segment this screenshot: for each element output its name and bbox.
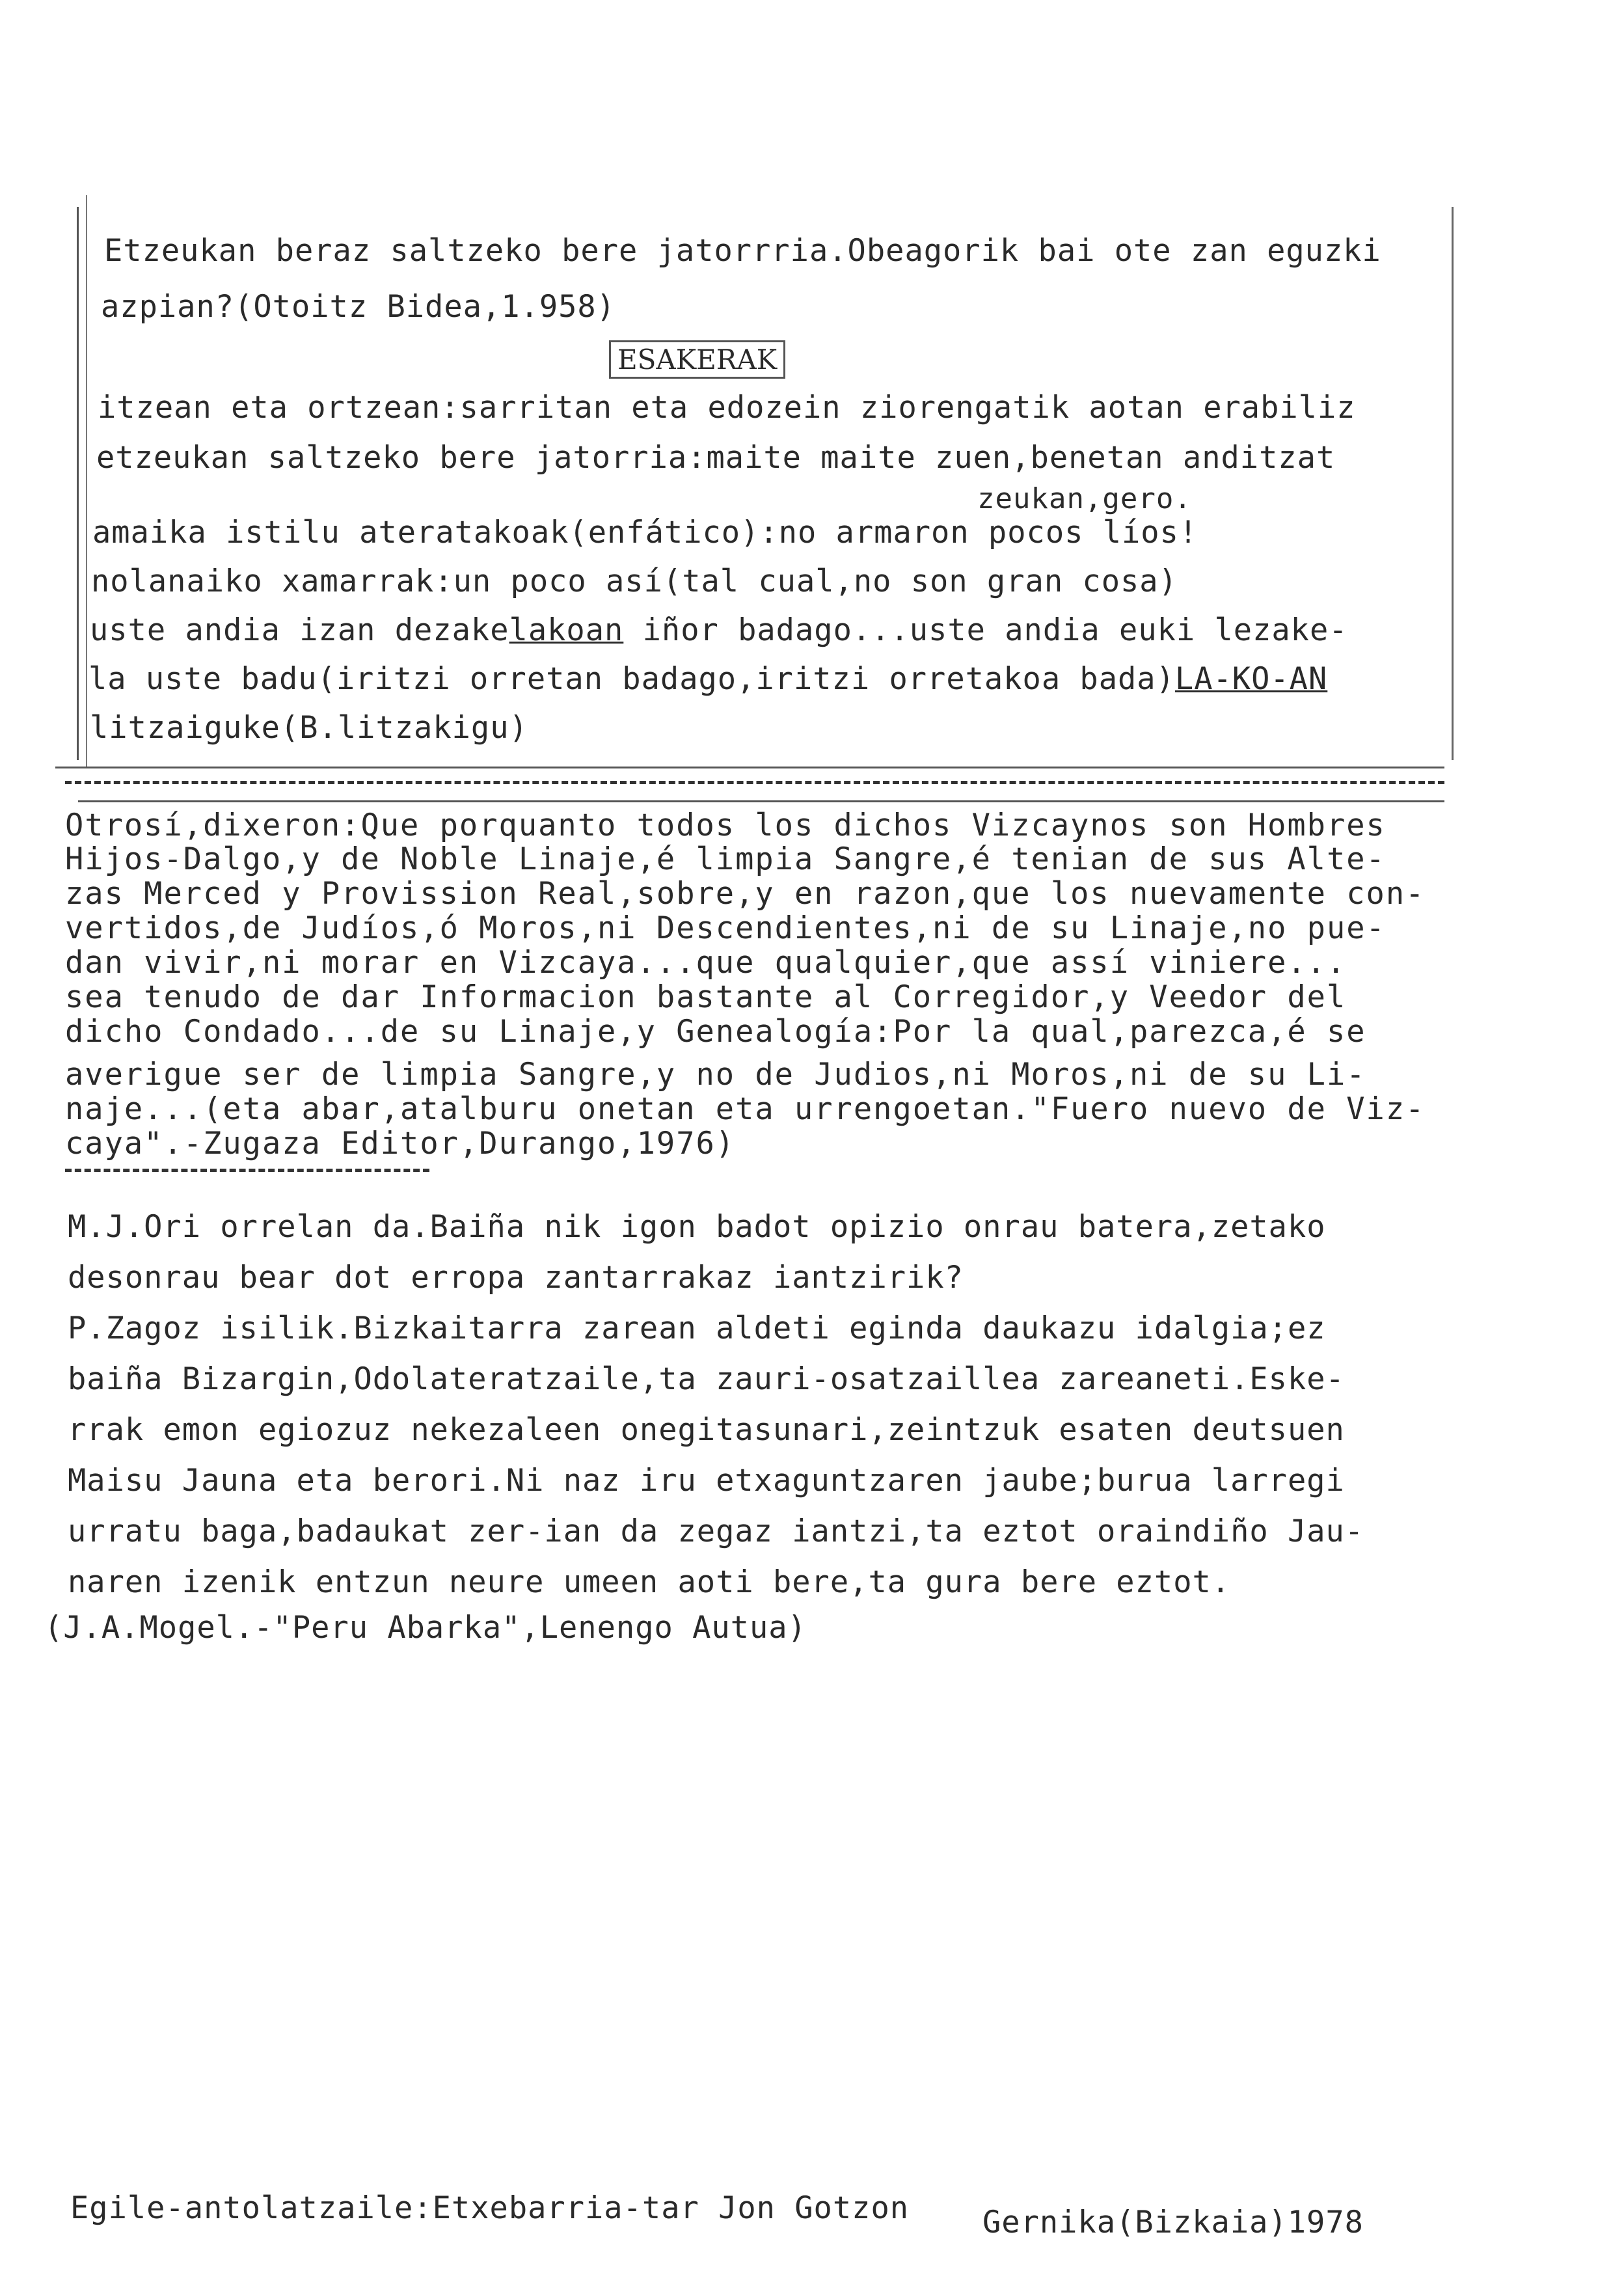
esakerak-heading: ESAKERAK [609, 340, 785, 379]
fuero-line-5: dan vivir,ni morar en Vizcaya...que qualquier,que assí viniere... [65, 945, 1347, 981]
entry-line-6 [90, 612, 1348, 648]
box-line-1: Etzeukan beraz saltzeko bere jatorrria.Obeagorik bai ote zan eguzki [104, 233, 1381, 269]
dashed-separator-bottom [65, 1169, 429, 1172]
entry-line-1: itzean eta ortzean:sarritan eta edozein ziorengatik aotan erabiliz [98, 390, 1356, 426]
entry-text-continued: iñor badago...uste andia euki lezake- [623, 612, 1348, 648]
entry-text: uste andia izan dezake [90, 612, 509, 648]
footer-author: Egile-antolatzaile:Etxebarria-tar Jon Gotzon [70, 2190, 910, 2226]
footer-place-year: Gernika(Bizkaia)1978 [982, 2205, 1364, 2240]
entry-line-7 [88, 661, 1328, 697]
dialogue-line-3: P.Zagoz isilik.Bizkaitarra zarean aldeti eginda daukazu idalgia;ez [68, 1311, 1326, 1346]
underlined-lakoan: lakoan [509, 612, 624, 648]
fuero-line-7: dicho Condado...de su Linaje,y Genealogía:Por la qual,parezca,é se [65, 1014, 1366, 1050]
underlined-la-ko-an: LA-KO-AN [1174, 661, 1328, 697]
dialogue-line-7: urratu baga,badaukat zer-ian da zegaz iantzi,ta eztot oraindiño Jau- [68, 1514, 1364, 1549]
entry-line-2: etzeukan saltzeko bere jatorria:maite maite zuen,benetan anditzat [96, 440, 1336, 476]
fuero-line-6: sea tenudo de dar Informacion bastante al Corregidor,y Veedor del [65, 979, 1347, 1015]
fuero-line-2: Hijos-Dalgo,y de Noble Linaje,é limpia Sangre,é tenian de sus Alte- [65, 841, 1386, 877]
box-line-2: azpian?(Otoitz Bidea,1.958) [101, 289, 616, 325]
fuero-line-9: naje...(eta abar,atalburu onetan eta urrengoetan."Fuero nuevo de Viz- [65, 1091, 1426, 1127]
dashed-separator-top [65, 781, 1444, 784]
separator-rule [78, 800, 1444, 802]
dialogue-line-1: M.J.Ori orrelan da.Baiña nik igon badot opizio onrau batera,zetako [68, 1209, 1326, 1245]
entry-line-4: amaika istilu ateratakoak(enfático):no armaron pocos líos! [92, 515, 1198, 550]
box-bottom-rule [55, 767, 1444, 768]
fuero-line-3: zas Merced y Provission Real,sobre,y en razon,que los nuevamente con- [65, 876, 1426, 912]
entry-text: la uste badu(iritzi orretan badago,iritzi orretakoa bada) [88, 661, 1175, 697]
dialogue-citation: (J.A.Mogel.-"Peru Abarka",Lenengo Autua) [44, 1610, 807, 1646]
dialogue-line-4: baiña Bizargin,Odolateratzaile,ta zauri-osatzaillea zareaneti.Eske- [68, 1361, 1345, 1397]
dialogue-line-6: Maisu Jauna eta berori.Ni naz iru etxaguntzaren jaube;burua larregi [68, 1463, 1345, 1499]
entry-line-5: nolanaiko xamarrak:un poco así(tal cual,no son gran cosa) [91, 564, 1178, 599]
entry-line-8: litzaiguke(B.litzakigu) [90, 710, 528, 746]
fuero-line-8: averigue ser de limpia Sangre,y no de Judios,ni Moros,ni de su Li- [65, 1057, 1366, 1093]
dialogue-line-8: naren izenik entzun neure umeen aoti bere,ta gura bere eztot. [68, 1564, 1231, 1600]
dialogue-line-2: desonrau bear dot erropa zantarrakaz iantzirik? [68, 1260, 964, 1296]
fuero-line-1: Otrosí,dixeron:Que porquanto todos los dichos Vizcaynos son Hombres [65, 808, 1386, 843]
entry-line-3: zeukan,gero. [977, 482, 1192, 515]
box-inner-rule [86, 195, 87, 768]
dialogue-line-5: rrak emon egiozuz nekezaleen onegitasunari,zeintzuk esaten deutsuen [68, 1412, 1345, 1448]
fuero-line-10: caya".-Zugaza Editor,Durango,1976) [65, 1126, 736, 1161]
fuero-line-4: vertidos,de Judíos,ó Moros,ni Descendientes,ni de su Linaje,no pue- [65, 910, 1386, 946]
